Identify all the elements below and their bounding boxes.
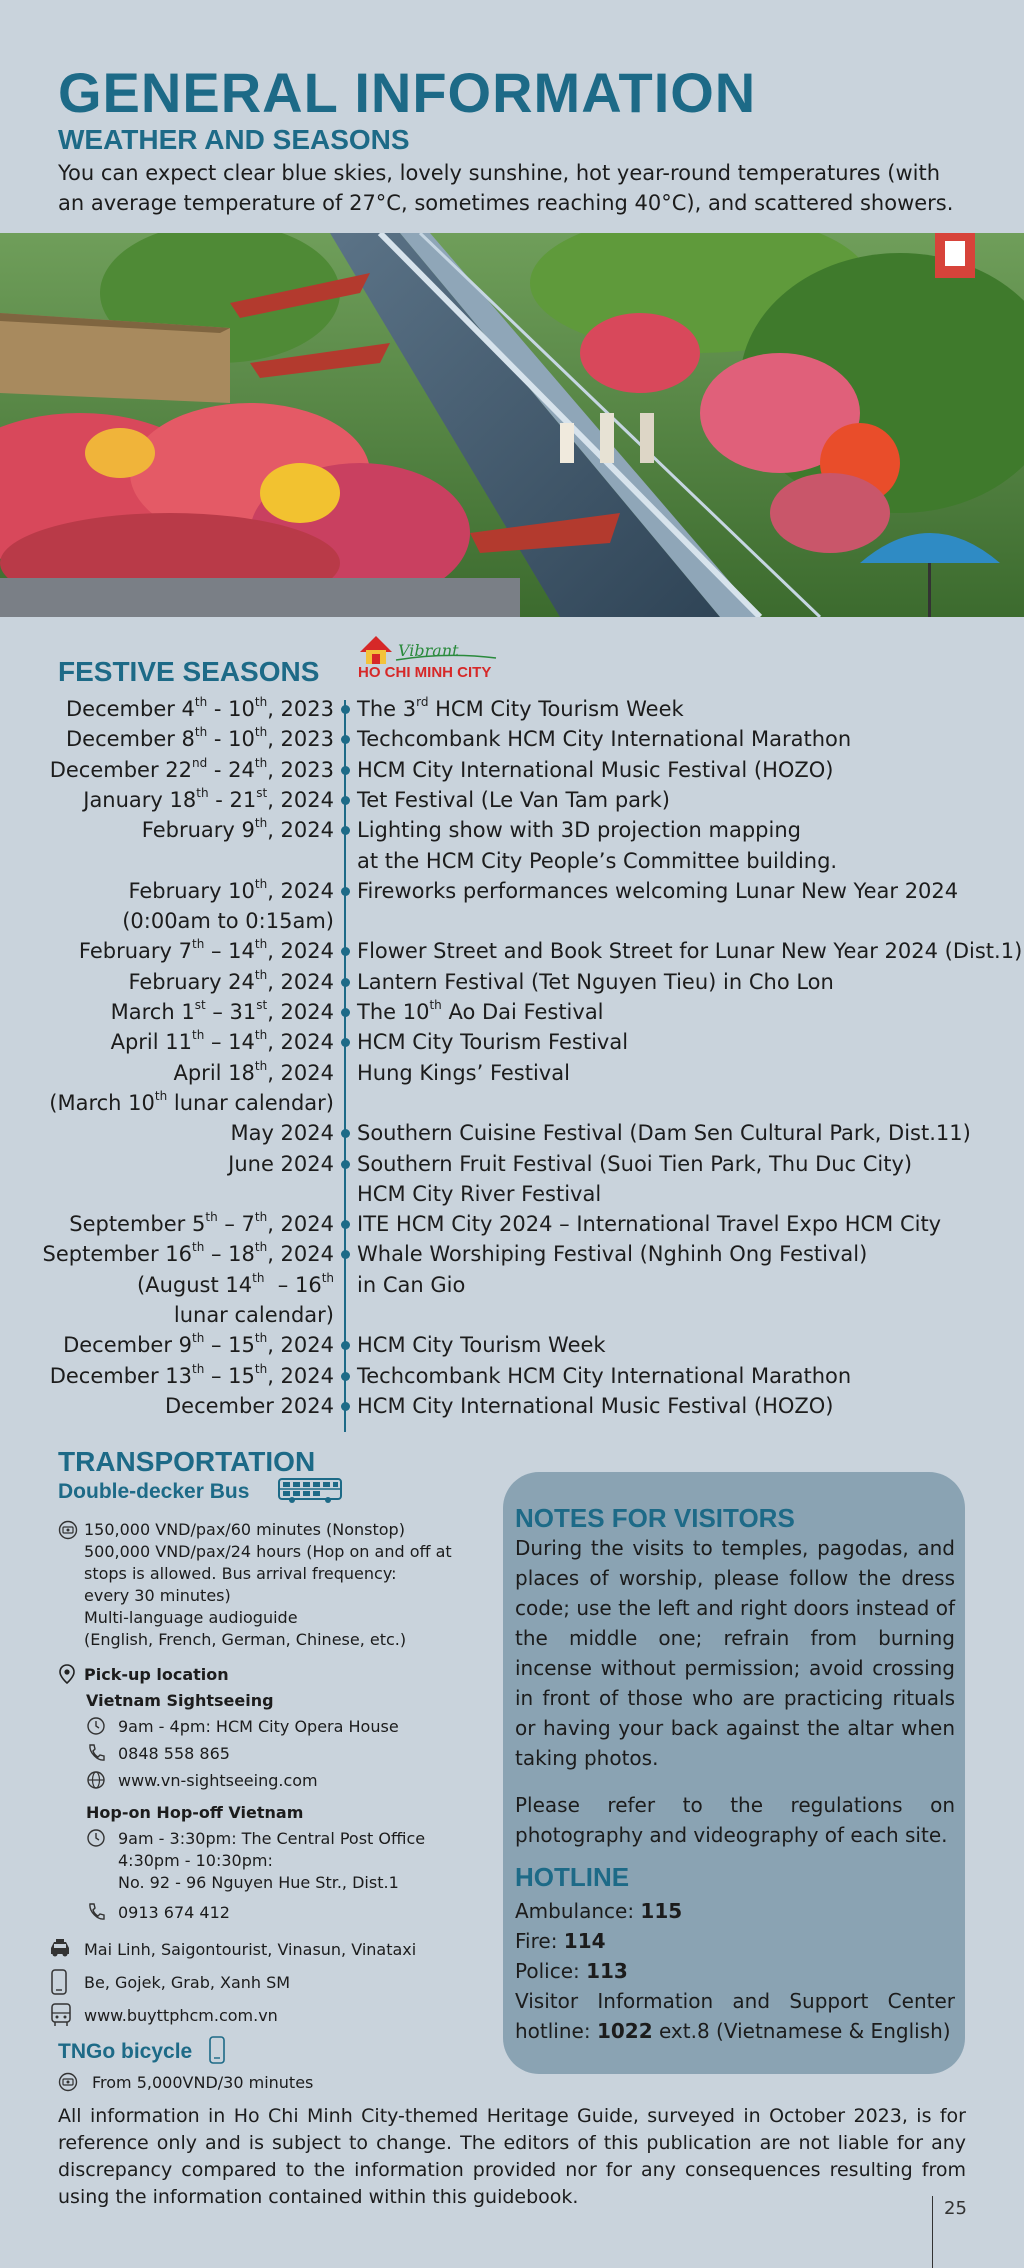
logo-city-text: HO CHI MINH CITY (358, 664, 492, 681)
festive-event-date: December 9th – 15th, 2024 (63, 1331, 334, 1358)
bus-website[interactable]: www.buyttphcm.com.vn (84, 2006, 278, 2025)
globe-icon (86, 1770, 106, 1790)
tngo-bicycle-title: TNGo bicycle (58, 2040, 193, 2063)
festive-event-date: September 16th – 18th, 2024 (42, 1240, 334, 1267)
festive-event-date: September 5th – 7th, 2024 (69, 1210, 334, 1237)
festive-event-name: HCM City Tourism Festival (357, 1030, 629, 1055)
festive-event-date: (August 14th – 16th (137, 1270, 334, 1297)
festive-event-name: HCM City International Music Festival (HOZO) (357, 1393, 834, 1418)
hotline-ambulance-number: 115 (640, 1899, 683, 1923)
hotline-police-number: 113 (586, 1959, 628, 1983)
timeline-dot (341, 947, 350, 956)
festive-event-date: December 22nd - 24th, 2023 (49, 755, 334, 782)
hotline-ambulance (515, 1896, 955, 1926)
bus-icon (50, 2003, 72, 2027)
notes-paragraph-2: Please refer to the regulations on photography and videography of each site. (515, 1793, 955, 1847)
festive-event-date: February 24th, 2024 (128, 967, 334, 994)
timeline-dot (341, 796, 350, 805)
phone-icon (86, 1902, 106, 1922)
tngo-price: From 5,000VND/30 minutes (92, 2073, 314, 2092)
festive-event-date: February 7th – 14th, 2024 (78, 937, 334, 964)
notes-paragraph-1: During the visits to temples, pagodas, and places of worship, please follow the dress code; use the left and right doors instead of the middle one; refrain from burning incense without permission; avoid crossing in front of those who are practicing rituals or having your back against the altar when taking photos. (515, 1536, 955, 1770)
festive-event-date: March 1st – 31st, 2024 (110, 998, 334, 1024)
location-pin-icon (58, 1664, 76, 1684)
festive-event-date: December 8th - 10th, 2023 (65, 725, 334, 752)
vibrant-hcmc-logo (356, 622, 506, 682)
logo-script-text: Vibrant (398, 641, 459, 660)
festive-event-name: Southern Fruit Festival (Suoi Tien Park, Thu Duc City) (357, 1151, 913, 1176)
festive-event-date: April 11th – 14th, 2024 (110, 1028, 334, 1055)
taxi-companies: Mai Linh, Saigontourist, Vinasun, Vinataxi (84, 1940, 417, 1959)
bus-price-line-1: 150,000 VND/pax/60 minutes (Nonstop) (84, 1520, 405, 1539)
money-icon (58, 2072, 78, 2092)
page-number: 25 (944, 2198, 967, 2219)
festive-event-name: ITE HCM City 2024 – International Travel Expo HCM City (357, 1212, 942, 1237)
bus-languages-line: (English, French, German, Chinese, etc.) (84, 1630, 407, 1649)
festive-event-date: February 9th, 2024 (141, 816, 334, 843)
vietnam-sightseeing-website[interactable]: www.vn-sightseeing.com (118, 1771, 318, 1790)
bus-price-line-2: 500,000 VND/pax/24 hours (Hop on and off at (84, 1542, 452, 1561)
hotline-police-label: Police: (515, 1959, 587, 1983)
hotline-fire (515, 1926, 955, 1956)
hop-on-hop-off-name: Hop-on Hop-off Vietnam (86, 1803, 304, 1822)
hotline-visitor-number-line (515, 2016, 955, 2046)
hotline-ambulance-label: Ambulance: (515, 1899, 641, 1923)
timeline-dot (341, 1038, 350, 1047)
hotline-visitor-number: 1022 (596, 2019, 653, 2043)
timeline-dot (341, 1341, 350, 1350)
ride-hailing-apps: Be, Gojek, Grab, Xanh SM (84, 1973, 291, 1992)
timeline-dot (341, 735, 350, 744)
notes-for-visitors-title: NOTES FOR VISITORS (515, 1503, 795, 1533)
timeline-dot (341, 887, 350, 896)
flower-market-photo (0, 233, 1024, 617)
double-decker-bus-icon (278, 1478, 342, 1508)
clock-icon (86, 1828, 106, 1848)
festive-event-name: Lantern Festival (Tet Nguyen Tieu) in Cho Lon (357, 969, 834, 994)
page-number-rule (932, 2196, 933, 2268)
bus-audioguide-line: Multi-language audioguide (84, 1608, 298, 1627)
hop-on-hop-off-hours-2: 4:30pm - 10:30pm: (118, 1851, 273, 1870)
disclaimer-text: All information in Ho Chi Minh City-themed Heritage Guide, surveyed in October 2023, is for reference only and is subject to change. The editors of this publication are not liable for any discrepancy compared to the information provided nor for any consequences resulting from using the information contained within this guidebook. (58, 2105, 966, 2208)
festive-event-name: in Can Gio (357, 1272, 466, 1297)
festive-event-name: Techcombank HCM City International Marathon (357, 1363, 852, 1388)
hotline-visitor-suffix: ext.8 (Vietnamese & English) (652, 2019, 951, 2043)
smartphone-icon (50, 1969, 68, 1995)
festive-event-name: Techcombank HCM City International Marathon (357, 727, 852, 752)
festive-event-date: (0:00am to 0:15am) (122, 909, 334, 934)
festive-event-date: February 10th, 2024 (128, 876, 334, 903)
vietnam-sightseeing-name: Vietnam Sightseeing (86, 1691, 274, 1710)
timeline-dot (341, 1129, 350, 1138)
hotline-visitor-label: hotline: (515, 2019, 597, 2043)
weather-description: You can expect clear blue skies, lovely sunshine, hot year-round temperatures (with an average temperature of 27°C, sometimes reaching 40°C), and scattered showers. (58, 161, 954, 215)
festive-event-name: Flower Street and Book Street for Lunar New Year 2024 (Dist.1) (357, 939, 1023, 964)
timeline-dot (341, 826, 350, 835)
festive-event-name: The 3rd HCM City Tourism Week (357, 695, 684, 721)
pickup-location-label: Pick-up location (84, 1665, 229, 1684)
festive-event-name: HCM City River Festival (357, 1181, 602, 1206)
timeline-dot (341, 1008, 350, 1017)
timeline-dot (341, 1160, 350, 1169)
hop-on-hop-off-hours-1: 9am - 3:30pm: The Central Post Office (118, 1829, 426, 1848)
weather-section-title: WEATHER AND SEASONS (58, 124, 410, 155)
vietnam-sightseeing-hours: 9am - 4pm: HCM City Opera House (118, 1717, 399, 1736)
festive-event-date: December 4th - 10th, 2023 (65, 695, 334, 721)
hotline-police (515, 1956, 955, 1986)
hop-on-hop-off-address: No. 92 - 96 Nguyen Hue Str., Dist.1 (118, 1873, 399, 1892)
festive-event-date: (March 10th lunar calendar) (49, 1088, 334, 1115)
timeline-dot (341, 705, 350, 714)
festive-event-date: April 18th, 2024 (173, 1058, 334, 1085)
hotline-visitor-center: Visitor Information and Support Center (515, 1989, 955, 2013)
timeline-dot (341, 1220, 350, 1229)
festive-event-name: HCM City International Music Festival (HOZO) (357, 757, 834, 782)
festive-event-name: Hung Kings’ Festival (357, 1060, 570, 1085)
festive-event-date: June 2024 (228, 1151, 334, 1176)
timeline-dot (341, 1372, 350, 1381)
clock-icon (86, 1716, 106, 1736)
bus-price-line-3: stops is allowed. Bus arrival frequency: (84, 1564, 397, 1583)
festive-event-date: December 2024 (164, 1393, 334, 1418)
festive-section-title: FESTIVE SEASONS (58, 656, 320, 687)
festive-event-name: Fireworks performances welcoming Lunar New Year 2024 (357, 878, 959, 903)
festive-event-name: Southern Cuisine Festival (Dam Sen Cultural Park, Dist.11) (357, 1121, 971, 1146)
smartphone-icon (208, 2036, 226, 2064)
transport-section-title: TRANSPORTATION (58, 1446, 316, 1477)
hotline-title: HOTLINE (515, 1862, 630, 1892)
timeline-dot (341, 1250, 350, 1259)
festive-event-name: Whale Worshiping Festival (Nghinh Ong Festival) (357, 1242, 868, 1267)
double-decker-bus-title: Double-decker Bus (58, 1480, 250, 1503)
page-title: GENERAL INFORMATION (58, 61, 757, 124)
festive-event-name: Tet Festival (Le Van Tam park) (357, 787, 671, 812)
vietnam-sightseeing-phone: 0848 558 865 (118, 1744, 230, 1763)
phone-icon (86, 1743, 106, 1763)
timeline-dot (341, 978, 350, 987)
festive-event-name: at the HCM City People’s Committee building. (357, 848, 838, 873)
festive-event-name: HCM City Tourism Week (357, 1333, 606, 1358)
taxi-icon (48, 1938, 72, 1958)
festive-event-date: lunar calendar) (173, 1303, 334, 1327)
timeline-dot (341, 1402, 350, 1411)
timeline-dot (341, 766, 350, 775)
hop-on-hop-off-phone: 0913 674 412 (118, 1903, 230, 1922)
festive-event-date: January 18th - 21st, 2024 (83, 785, 334, 812)
festive-event-name: The 10th Ao Dai Festival (357, 998, 604, 1024)
festive-event-name: Lighting show with 3D projection mapping (357, 818, 801, 843)
money-icon (58, 1520, 78, 1540)
festive-event-date: May 2024 (230, 1121, 334, 1146)
hotline-fire-number: 114 (563, 1929, 606, 1953)
timeline-line (344, 700, 346, 1432)
bus-price-line-4: every 30 minutes) (84, 1586, 231, 1605)
hotline-fire-label: Fire: (515, 1929, 564, 1953)
festive-event-date: December 13th – 15th, 2024 (49, 1361, 334, 1388)
